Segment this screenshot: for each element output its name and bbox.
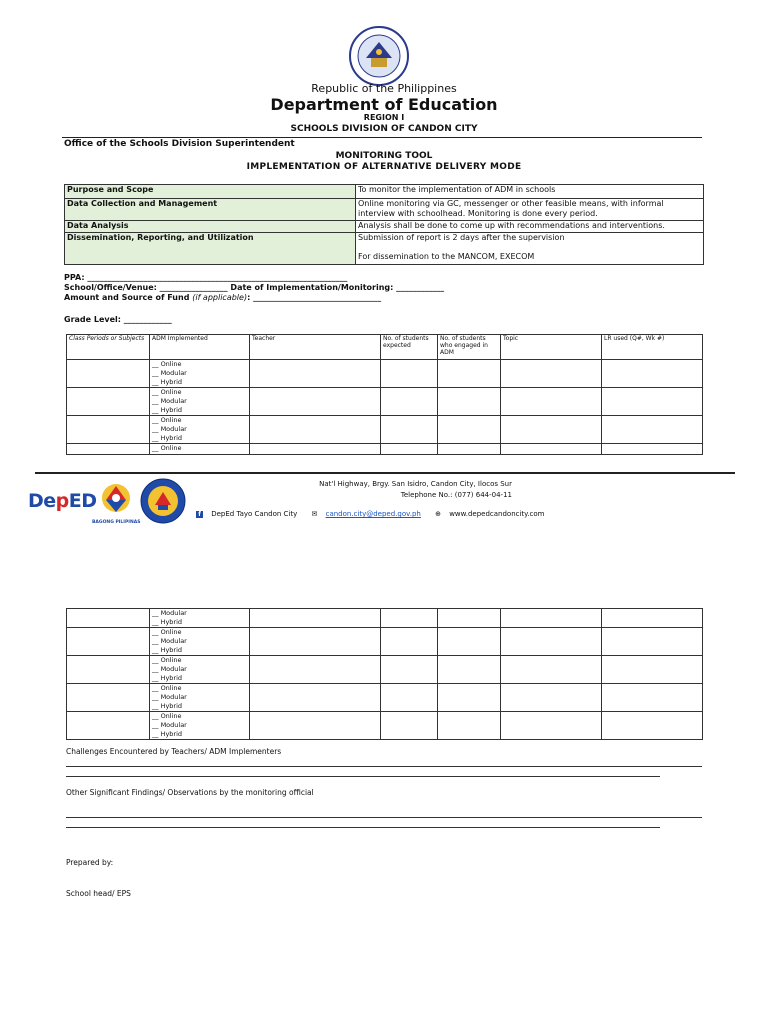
adm-table-continued <box>66 608 703 740</box>
school-date-field[interactable]: School/Office/Venue: _________________ Date of Implementation/Monitoring: ____________ <box>64 283 445 292</box>
table-cell[interactable] <box>381 360 438 388</box>
table-cell[interactable] <box>381 656 438 684</box>
challenges-label: Challenges Encountered by Teachers/ ADM Implementers <box>66 747 282 756</box>
amount-field[interactable] <box>64 293 381 302</box>
col-header: LR used (Q#, Wk #) <box>602 335 703 360</box>
adm-options[interactable] <box>150 444 250 455</box>
challenges-line-1[interactable] <box>66 766 702 767</box>
option-modular[interactable]: __ Modular <box>152 425 187 433</box>
table-cell[interactable] <box>381 684 438 712</box>
footer-divider <box>35 472 735 474</box>
table-cell[interactable] <box>250 444 381 455</box>
table-row <box>65 233 704 265</box>
website-label: www.depedcandoncity.com <box>449 510 545 518</box>
table-cell[interactable] <box>67 360 150 388</box>
info-label: Data Collection and Management <box>65 199 356 221</box>
table-cell[interactable] <box>250 360 381 388</box>
table-cell[interactable] <box>67 656 150 684</box>
table-cell[interactable] <box>602 628 703 656</box>
option-online[interactable]: __ Online <box>152 628 182 636</box>
header-divider <box>62 137 702 138</box>
table-cell[interactable] <box>501 656 602 684</box>
option-modular[interactable]: __ Modular <box>152 665 187 673</box>
table-cell[interactable] <box>438 609 501 628</box>
table-cell[interactable] <box>501 628 602 656</box>
department-title: Department of Education <box>270 95 498 114</box>
table-cell[interactable] <box>250 609 381 628</box>
challenges-line-2[interactable] <box>66 776 660 777</box>
table-cell[interactable] <box>438 656 501 684</box>
table-row <box>67 712 703 740</box>
table-cell[interactable] <box>438 388 501 416</box>
table-cell[interactable] <box>381 609 438 628</box>
table-cell[interactable] <box>438 444 501 455</box>
deped-logo: DepED <box>28 490 97 512</box>
option-hybrid[interactable]: __ Hybrid <box>152 702 183 710</box>
table-cell[interactable] <box>438 684 501 712</box>
deped-seal-icon <box>346 26 412 86</box>
email-label: candon.city@deped.gov.ph <box>325 510 421 518</box>
ppa-field[interactable]: PPA: _________________________________________________________________ <box>64 273 348 282</box>
address-text: Nat'l Highway, Brgy. San Isidro, Candon City, Ilocos Sur <box>319 480 512 488</box>
col-header: No. of students who engaged in ADM <box>438 335 501 360</box>
option-online[interactable]: __ Online <box>152 444 182 452</box>
info-value: Submission of report is 2 days after the supervision <box>358 233 565 242</box>
adm-options[interactable] <box>150 712 250 740</box>
option-online[interactable]: __ Online <box>152 360 182 368</box>
option-modular[interactable]: __ Modular <box>152 609 187 617</box>
table-cell[interactable] <box>67 628 150 656</box>
table-row <box>65 199 704 221</box>
table-row <box>67 656 703 684</box>
bagong-pilipinas-logo-icon <box>94 478 138 522</box>
table-cell[interactable] <box>438 712 501 740</box>
table-cell[interactable] <box>602 656 703 684</box>
adm-options[interactable] <box>150 684 250 712</box>
prepared-by-label: Prepared by: <box>66 858 114 867</box>
option-hybrid[interactable]: __ Hybrid <box>152 434 183 442</box>
findings-line-1[interactable] <box>66 817 702 818</box>
grade-level-field[interactable]: Grade Level: ____________ <box>64 315 172 324</box>
table-cell[interactable] <box>381 628 438 656</box>
contact-row <box>196 510 556 518</box>
table-cell[interactable] <box>501 444 602 455</box>
option-hybrid[interactable]: __ Hybrid <box>152 646 183 654</box>
col-header: No. of students expected <box>381 335 438 360</box>
amount-note: (if applicable) <box>192 293 248 302</box>
division-heading: SCHOOLS DIVISION OF CANDON CITY <box>290 124 478 134</box>
adm-options[interactable] <box>150 388 250 416</box>
adm-options[interactable] <box>150 628 250 656</box>
option-hybrid[interactable]: __ Hybrid <box>152 730 183 738</box>
table-cell[interactable] <box>250 416 381 444</box>
adm-table <box>66 334 703 455</box>
amount-blank: : ________________________________ <box>247 293 382 302</box>
facebook-label: DepEd Tayo Candon City <box>211 510 298 518</box>
col-header: ADM Implemented <box>150 335 250 360</box>
table-cell[interactable] <box>501 360 602 388</box>
table-cell[interactable] <box>438 360 501 388</box>
table-row <box>67 609 703 628</box>
option-online[interactable]: __ Online <box>152 684 182 692</box>
table-cell[interactable] <box>602 444 703 455</box>
website-link[interactable] <box>435 510 550 518</box>
info-label: Data Analysis <box>65 221 356 233</box>
info-value-2: For dissemination to the MANCOM, EXECOM <box>358 252 535 261</box>
table-cell[interactable] <box>438 416 501 444</box>
option-modular[interactable]: __ Modular <box>152 397 187 405</box>
table-cell[interactable] <box>381 416 438 444</box>
table-cell[interactable] <box>67 609 150 628</box>
table-header-row <box>67 335 703 360</box>
table-cell[interactable] <box>602 388 703 416</box>
adm-options[interactable] <box>150 360 250 388</box>
table-row <box>67 684 703 712</box>
table-cell[interactable] <box>501 609 602 628</box>
table-cell[interactable] <box>250 628 381 656</box>
table-cell[interactable] <box>501 712 602 740</box>
option-hybrid[interactable]: __ Hybrid <box>152 378 183 386</box>
findings-label: Other Significant Findings/ Observations by the monitoring official <box>66 788 314 797</box>
table-cell[interactable] <box>250 684 381 712</box>
col-header: Class Periods or Subjects <box>67 335 150 360</box>
option-online[interactable]: __ Online <box>152 388 182 396</box>
option-modular[interactable]: __ Modular <box>152 721 187 729</box>
adm-options[interactable] <box>150 609 250 628</box>
option-hybrid[interactable]: __ Hybrid <box>152 618 183 626</box>
table-cell[interactable] <box>602 609 703 628</box>
division-seal-icon <box>140 478 186 524</box>
table-cell[interactable] <box>602 360 703 388</box>
table-row <box>67 388 703 416</box>
table-cell[interactable] <box>501 388 602 416</box>
table-cell[interactable] <box>67 388 150 416</box>
republic-heading: Republic of the Philippines <box>311 82 457 95</box>
telephone-text: Telephone No.: (077) 644-04-11 <box>400 491 512 499</box>
option-modular[interactable]: __ Modular <box>152 369 187 377</box>
table-row <box>67 628 703 656</box>
office-heading: Office of the Schools Division Superintendent <box>64 139 295 149</box>
table-cell[interactable] <box>602 684 703 712</box>
table-cell[interactable] <box>381 444 438 455</box>
option-hybrid[interactable]: __ Hybrid <box>152 406 183 414</box>
table-row <box>67 360 703 388</box>
info-label: Purpose and Scope <box>65 185 356 199</box>
table-row <box>65 221 704 233</box>
adm-options[interactable] <box>150 416 250 444</box>
email-link[interactable] <box>311 510 426 518</box>
globe-icon: ⊕ <box>435 510 441 518</box>
tool-title: MONITORING TOOL <box>335 151 433 161</box>
adm-options[interactable] <box>150 656 250 684</box>
bagong-pilipinas-text: BAGONG PILIPINAS <box>92 520 141 525</box>
tool-subtitle: IMPLEMENTATION OF ALTERNATIVE DELIVERY MODE <box>246 162 522 172</box>
table-cell[interactable] <box>67 712 150 740</box>
amount-label: Amount and Source of Fund <box>64 293 193 302</box>
table-cell[interactable] <box>602 416 703 444</box>
option-online[interactable]: __ Online <box>152 656 182 664</box>
table-cell[interactable] <box>381 712 438 740</box>
col-header: Topic <box>501 335 602 360</box>
table-cell[interactable] <box>501 684 602 712</box>
table-cell[interactable] <box>501 416 602 444</box>
table-cell[interactable] <box>250 388 381 416</box>
table-cell[interactable] <box>67 444 150 455</box>
table-row <box>67 416 703 444</box>
findings-line-2[interactable] <box>66 827 660 828</box>
table-cell[interactable] <box>381 388 438 416</box>
info-value: Analysis shall be done to come up with recommendations and interventions. <box>356 221 704 233</box>
table-cell[interactable] <box>602 712 703 740</box>
option-modular[interactable]: __ Modular <box>152 637 187 645</box>
option-hybrid[interactable]: __ Hybrid <box>152 674 183 682</box>
info-table <box>64 184 704 265</box>
info-label: Dissemination, Reporting, and Utilization <box>65 233 356 265</box>
table-row <box>67 444 703 455</box>
facebook-link[interactable] <box>196 510 303 518</box>
table-cell[interactable] <box>250 656 381 684</box>
info-value: Online monitoring via GC, messenger or other feasible means, with informal interview with schoolhead. Monitoring is done every period. <box>356 199 704 221</box>
option-online[interactable]: __ Online <box>152 416 182 424</box>
col-header: Teacher <box>250 335 381 360</box>
option-online[interactable]: __ Online <box>152 712 182 720</box>
info-value: To monitor the implementation of ADM in schools <box>356 185 704 199</box>
option-modular[interactable]: __ Modular <box>152 693 187 701</box>
email-icon: ✉ <box>311 510 318 518</box>
table-cell[interactable] <box>250 712 381 740</box>
signatory-label: School head/ EPS <box>66 889 131 898</box>
table-cell[interactable] <box>438 628 501 656</box>
table-cell[interactable] <box>67 416 150 444</box>
table-row <box>65 185 704 199</box>
facebook-icon: f <box>196 511 203 518</box>
info-value-cell <box>356 233 704 265</box>
table-cell[interactable] <box>67 684 150 712</box>
region-heading: REGION I <box>363 113 405 122</box>
